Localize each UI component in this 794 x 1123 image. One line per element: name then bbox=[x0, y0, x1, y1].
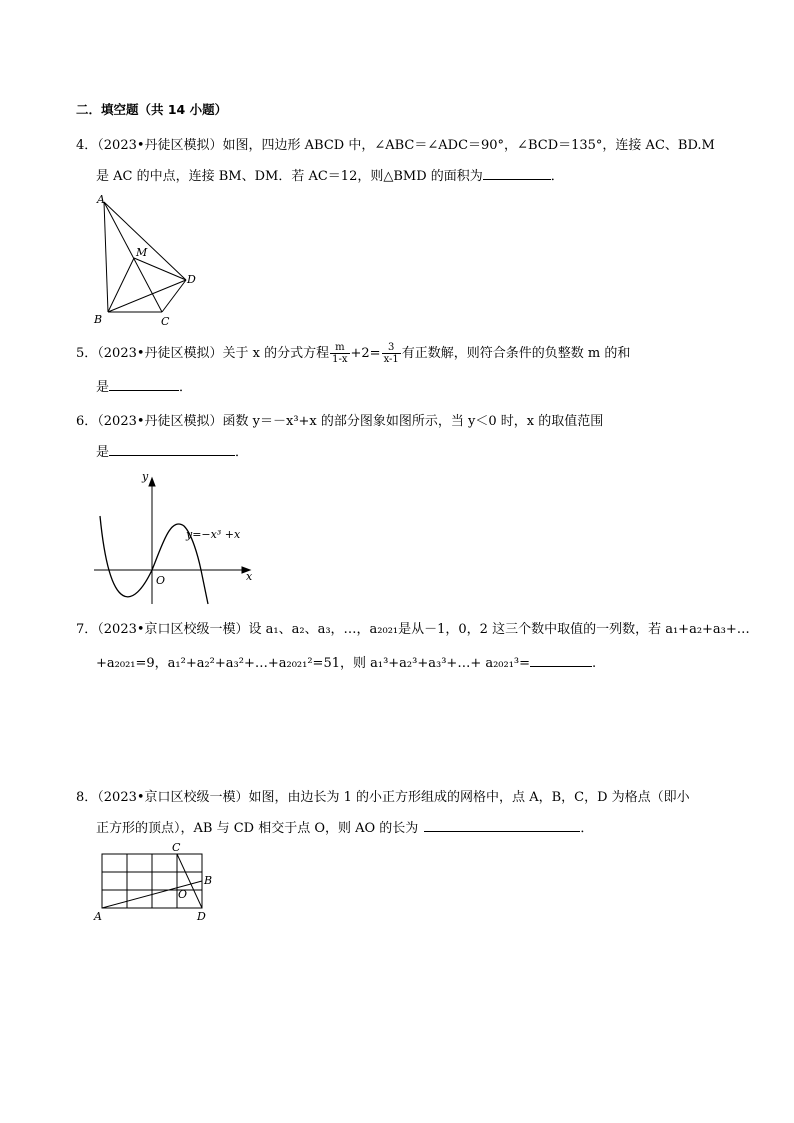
fraction-2: $\frac{3}{x-1}$ bbox=[383, 342, 399, 365]
answer-blank[interactable] bbox=[483, 167, 551, 180]
origin-label: O bbox=[156, 574, 166, 587]
curve-label: y=−x³ +x bbox=[186, 528, 241, 541]
label-d: D bbox=[187, 273, 196, 286]
label-a: A bbox=[94, 910, 102, 923]
q7-line2: +a₂₀₂₁=9，a₁²+a₂²+a₃²+…+a₂₀₂₁²=51，则 a₁³+a₂³+a₃³+…+ a₂₀₂₁³= . bbox=[96, 656, 597, 671]
q7-line1: 7．（2023•京口区校级一模）设 a₁、a₂、a₃，…，a₂₀₂₁是从－1，0，2 这三个数中取值的一列数，若 a₁+a₂+a₃+… bbox=[76, 622, 750, 637]
axis-y-label: y bbox=[142, 470, 149, 483]
label-d: D bbox=[197, 910, 206, 923]
q4-line1: 4．（2023•丹徒区模拟）如图，四边形 ABCD 中，∠ABC＝∠ADC＝90°，∠BCD＝135°，连接 AC、BD.M bbox=[76, 138, 715, 153]
label-m: M bbox=[136, 246, 148, 259]
label-b: B bbox=[204, 874, 213, 887]
q6-function-graph bbox=[90, 458, 270, 608]
q6-line1: 6．（2023•丹徒区模拟）函数 y＝－x³+x 的部分图象如图所示，当 y＜0 时，x 的取值范围 bbox=[76, 414, 604, 429]
label-o: O bbox=[178, 888, 188, 901]
answer-blank[interactable] bbox=[530, 654, 592, 667]
label-a: A bbox=[97, 193, 105, 206]
label-c: C bbox=[161, 315, 170, 328]
q5-line1: 5．（2023•丹徒区模拟）关于 x 的分式方程 $\frac{m}{1-x}$ +2= $\frac{3}{x-1}$ 有正数解，则符合条件的负整数 m 的和 bbox=[76, 342, 631, 365]
fraction-1: $\frac{m}{1-x}$ bbox=[332, 342, 348, 365]
q8-line2: 正方形的顶点），AB 与 CD 相交于点 O，则 AO 的长为 ． bbox=[96, 821, 594, 836]
q5-line2: 是 ． bbox=[96, 380, 193, 395]
q8-grid-figure bbox=[90, 840, 220, 924]
q8-line1: 8．（2023•京口区校级一模）如图，由边长为 1 的小正方形组成的网格中，点 A，B，C，D 为格点（即小 bbox=[76, 790, 690, 805]
label-b: B bbox=[94, 313, 103, 326]
q4-line2-text: 是 AC 的中点，连接 BM、DM．若 AC＝12，则△BMD 的面积为 bbox=[96, 169, 483, 184]
label-c: C bbox=[172, 841, 181, 854]
q6-line2: 是 ． bbox=[96, 445, 249, 460]
q4-line2: 是 AC 的中点，连接 BM、DM．若 AC＝12，则△BMD 的面积为 ． bbox=[96, 169, 564, 184]
q4-quadrilateral-figure bbox=[90, 192, 200, 332]
axis-x-label: x bbox=[246, 570, 253, 583]
section-title: 二．填空题（共 14 小题） bbox=[76, 102, 228, 117]
answer-blank[interactable] bbox=[109, 443, 235, 456]
answer-blank[interactable] bbox=[109, 378, 179, 391]
answer-blank[interactable] bbox=[424, 819, 580, 832]
